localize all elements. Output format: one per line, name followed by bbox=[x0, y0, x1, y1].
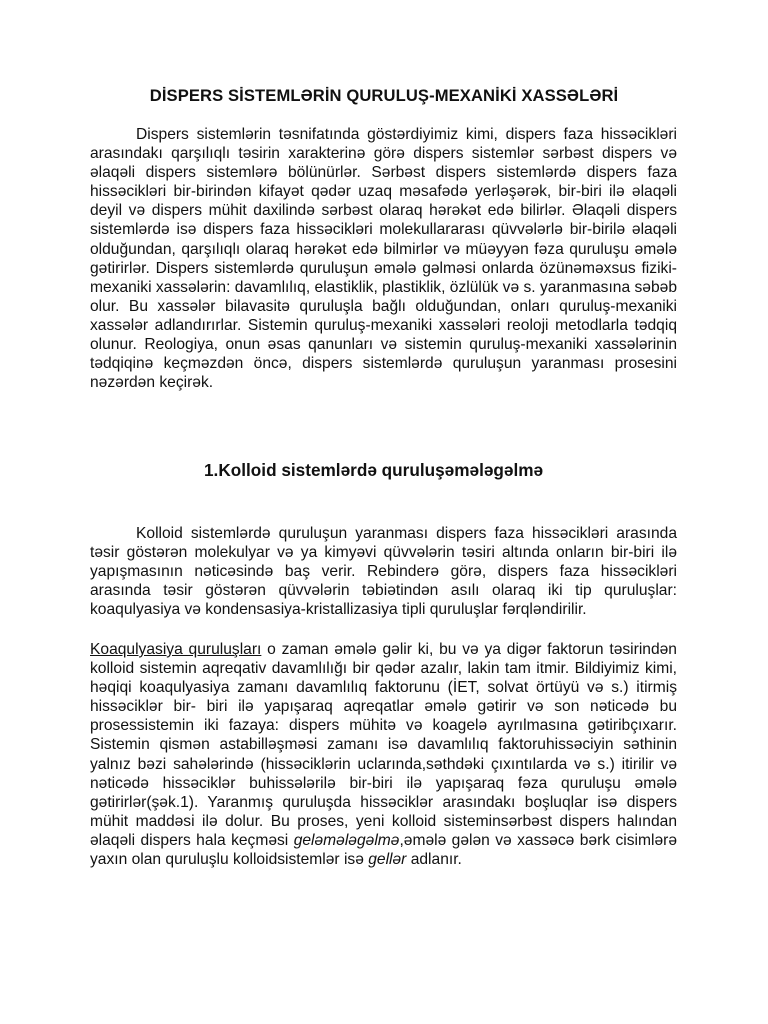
intro-paragraph bbox=[90, 125, 677, 392]
coagulation-paragraph bbox=[90, 640, 677, 869]
document-title: DİSPERS SİSTEMLƏRİN QURULUŞ-MEXANİKİ XASSƏLƏRİ bbox=[149, 86, 619, 105]
structure-paragraph-text: Kolloid sistemlərdə quruluşun yaranması dispers faza hissəcikləri arasında təsir göstərən molekulyar və ya kimyəvi qüvvələrin təsiri altında onların bir-biri ilə yapışmasının nəticəsində baş verir. Rebinderə görə, dispers faza hissəcikləri arasında təsir göstərən qüvvələrin təbiətindən asılı olaraq iki tip quruluşlar: koaqulyasiya və kondensasiya-kristallizasiya tipli quruluşlar fərqləndirilir. bbox=[90, 525, 677, 619]
coagulation-text-3: adlanır. bbox=[406, 851, 462, 869]
coagulation-text-2: ,əmələ gələn və xassəcə bərk cisimlərə yaxın olan quruluşlu kolloidsistemlər isə bbox=[90, 831, 677, 869]
structure-paragraph bbox=[90, 524, 677, 619]
gel-formation-term: geləmələgəlmə bbox=[293, 831, 400, 849]
intro-paragraph-text: Dispers sistemlərin təsnifatında göstərdiyimiz kimi, dispers faza hissəcikləri arasındakı qarşılıqlı təsirin xarakterinə görə dispers sistemlər sərbəst dispers və əlaqəli dispers sistemlərə bölünürlər. Sərbəst dispers sistemlərdə dispers faza hissəcikləri bir-birindən kifayət qədər uzaq məsafədə yerləşərək, bir-biri ilə əlaqəli deyil və dispers mühit daxilində sərbəst olaraq hərəkət edə bilirlər. Əlaqəli dispers sistemlərdə isə dispers faza hissəcikləri molekullararası qüvvələrlə bir-birilə əlaqəli olduğundan, qarşılıqlı olaraq hərəkət edə bilmirlər və müəyyən fəza quruluşu əmələ gətirirlər. Dispers sistemlərdə quruluşun əmələ gəlməsi onlarda özünəməxsus fiziki-mexaniki xassələrin: davamlılıq, elastiklik, plastiklik, özlülük və s. yaranmasına səbəb olur. Bu xassələr bilavasitə quruluşla bağlı olduğundan, onları quruluş-mexaniki xassələr adlandırırlar. Sistemin quruluş-mexaniki xassələri reoloji metodlarla tədqiq olunur. Reologiya, onun əsas qanunları və sistemin quruluş-mexaniki xassələrinin tədqiqinə keçməzdən öncə, dispers sistemlərdə quruluşun yaranması prosesini nəzərdən keçirək. bbox=[90, 126, 677, 392]
coagulation-term: Koaqulyasiya quruluşları bbox=[90, 641, 262, 658]
coagulation-text-1: o zaman əmələ gəlir ki, bu və ya digər faktorun təsirindən kolloid sistemin aqreqativ davamlılığı bir qədər azalır, lakin tam itmir. Bildiyimiz kimi, həqiqi koaqulyasiya zamanı davamlılıq faktorunu (İET, solvat örtüyü və s.) itirmiş hissəciklər bir- biri ilə yapışaraq aqreqatlar əmələ gətirir və son nəticədə bu prosessistemin iki fazaya: dispers mühitə və koagelə ayrılmasına gətiribçıxarır. Sistemin qismən astabilləşməsi zamanı isə davamlılıq faktoruhissəciyin səthinin yalnız bəzi sahələrində (hissəciklərin uclarında,səthdəki çıxıntılarda və s.) itirilir və nəticədə hissəciklər buhissələrilə bir-biri ilə yapışaraq fəza quruluşu əmələ gətirirlər(şək.1). Yaranmış quruluşda hissəciklər arasındakı boşluqlar isə dispers mühit maddəsi ilə dolur. Bu proses, yeni kolloid sisteminsərbəst dispers halından əlaqəli dispers hala keçməsi bbox=[90, 641, 677, 849]
section-heading: 1.Kolloid sistemlərdə quruluşəmələgəlmə bbox=[204, 460, 544, 480]
gels-term: gellər bbox=[368, 851, 407, 869]
